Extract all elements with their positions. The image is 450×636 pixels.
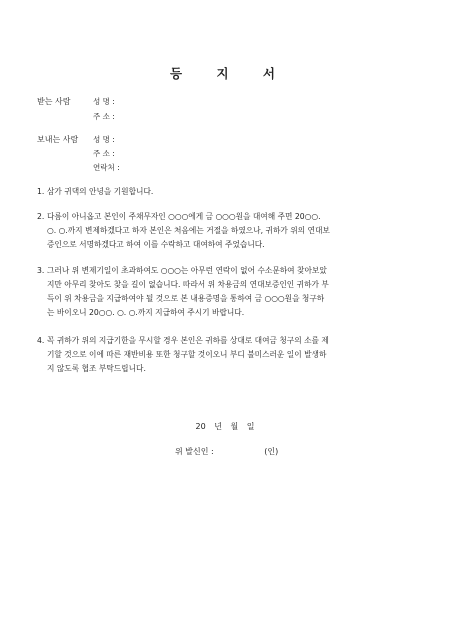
paragraph-number: 1.	[37, 187, 45, 196]
paragraph-line: 는 바이오니 20○○. ○. ○.까지 지급하여 주시기 바랍니다.	[47, 308, 245, 317]
sender-contact-label: 연락처 :	[93, 163, 120, 172]
paragraph-line: 기할 것으로 이에 따른 재반비용 또한 청구할 것이오니 부디 불미스러운 일이 발생하	[47, 350, 327, 359]
seal-mark: (인)	[264, 447, 279, 456]
paragraph-line: 그러나 위 변제기일이 초과하여도 ○○○는 아무런 연락이 없어 수소문하여 찾아보았	[47, 266, 327, 275]
document-title: 등 지 서	[170, 66, 290, 81]
paragraph-number: 4.	[37, 336, 45, 345]
paragraph-line: 삼가 귀댁의 안녕을 기원합니다.	[47, 187, 154, 196]
receiver-label: 받는 사람	[37, 97, 71, 106]
receiver-address-label: 주 소 :	[93, 112, 115, 121]
date-line: 20 년 월 일	[195, 422, 255, 431]
sender-address-label: 주 소 :	[93, 149, 115, 158]
paragraph-line: 지 않도록 협조 부탁드립니다.	[47, 364, 146, 373]
paragraph-2	[37, 210, 415, 252]
receiver-name-label: 성 명 :	[93, 97, 115, 106]
signer-line	[175, 446, 278, 457]
paragraph-line: 꼭 귀하가 위의 지급기한을 무시할 경우 본인은 귀하를 상대로 대여금 청구의 소를 제	[47, 336, 329, 345]
signer-label: 위 발신인 :	[175, 447, 214, 456]
sender-label: 보내는 사람	[37, 135, 79, 144]
paragraph-3	[37, 264, 415, 320]
paragraph-line: 다름이 아니옵고 본인이 주채무자인 ○○○에게 금 ○○○원을 대여해 주면 20○○.	[47, 212, 321, 221]
paragraph-line: 득이 위 차용금을 지급하여야 될 것으로 본 내용증명을 통하여 금 ○○○원을 청구하	[47, 294, 325, 303]
paragraph-line: 증인으로 서명하겠다고 하여 이를 수락하고 대여하여 주었습니다.	[47, 240, 265, 249]
paragraph-line: ○. ○.까지 변제하겠다고 하자 본인은 처음에는 거절을 하였으나, 귀하가 위의 연대보	[47, 226, 330, 235]
paragraph-1	[37, 185, 415, 199]
sender-name-label: 성 명 :	[93, 135, 115, 144]
paragraph-line: 지만 아무리 찾아도 찾을 길이 없습니다. 따라서 위 차용금의 연대보증인인 귀하가 부	[47, 280, 329, 289]
paragraph-number: 3.	[37, 266, 45, 275]
paragraph-4	[37, 334, 415, 376]
paragraph-number: 2.	[37, 212, 45, 221]
